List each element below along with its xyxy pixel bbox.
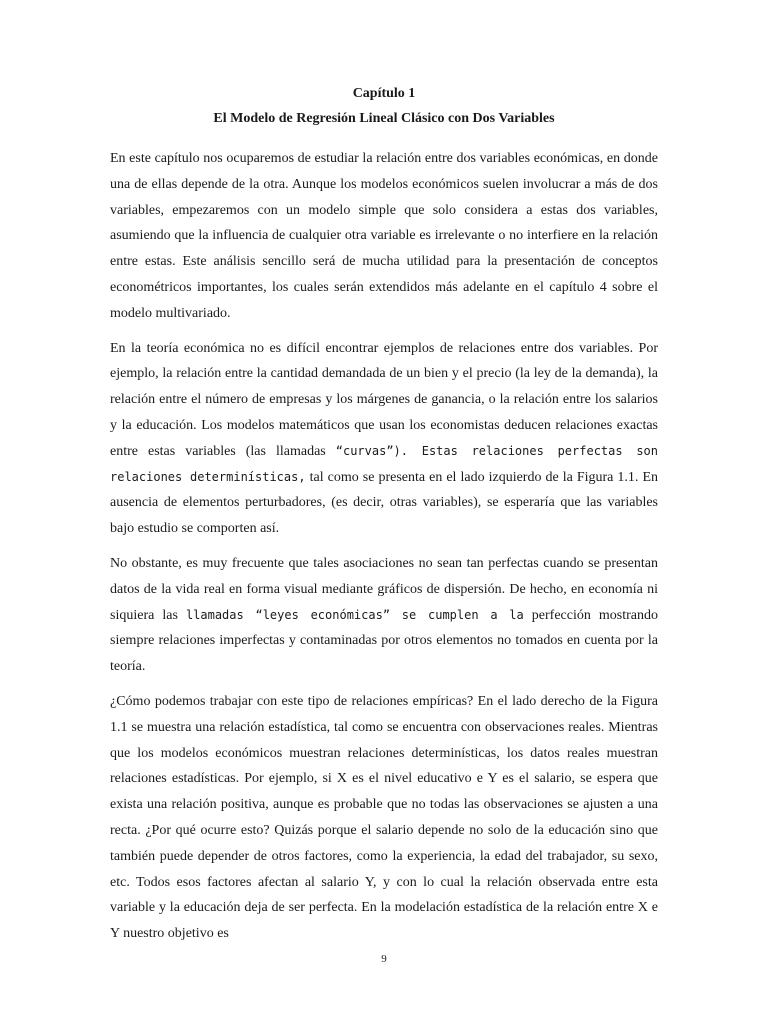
paragraph-3-typewriter-run: llamadas “leyes económicas” se cumplen a la xyxy=(185,607,524,622)
chapter-title: El Modelo de Regresión Lineal Clásico con Dos Variables xyxy=(213,111,555,126)
page-number: 9 xyxy=(381,953,387,965)
paragraph-2-part-c: tal como se presenta en el lado izquierdo de la Figura 1.1. En ausencia de elementos perturbadores, (es decir, otras variables), se esperaría que las variables bajo estudio se comporten así. xyxy=(110,469,658,537)
paragraph-3-part-c: perfección mostrando siempre relaciones imperfectas y contaminadas por otros elementos no tomados en cuenta por la teoría. xyxy=(110,607,658,675)
paragraph-2-part-a: En la teoría económica no es difícil encontrar ejemplos de relaciones entre dos variables. Por ejemplo, la relación entre la cantidad demandada de un bien y el precio (la ley de la demanda), la relación entre el número de empresas y los márgenes de ganancia, o la relación entre los salarios y la educación. Los modelos matemáticos que usan los economistas deducen relaciones exactas entre estas variables (las llamadas xyxy=(110,340,658,459)
body-text xyxy=(110,146,658,956)
paragraph-3 xyxy=(110,551,658,680)
paragraph-1: En este capítulo nos ocuparemos de estudiar la relación entre dos variables económicas, en donde una de ellas depende de la otra. Aunque los modelos económicos suelen involucrar a más de dos variables, empezaremos con un modelo simple que solo considera a estas dos variables, asumiendo que la influencia de cualquier otra variable es irrelevante o no interfiere en la relación entre estas. Este análisis sencillo será de mucha utilidad para la presentación de conceptos econométricos importantes, los cuales serán extendidos más adelante en el capítulo 4 sobre el modelo multivariado. xyxy=(110,151,658,321)
paragraph-3-part-a: No obstante, es muy frecuente que tales asociaciones no sean tan perfectas cuando se presentan datos de la vida real en forma visual mediante gráficos de dispersión. De hecho, en economía ni siquiera las xyxy=(110,555,658,623)
paragraph-2 xyxy=(110,336,658,542)
paragraph-2-typewriter-run: “curvas”). Estas relaciones perfectas son relaciones determinísticas, xyxy=(110,443,658,484)
paragraph-4: ¿Cómo podemos trabajar con este tipo de relaciones empíricas? En el lado derecho de la Figura 1.1 se muestra una relación estadística, tal como se encuentra con observaciones reales. Mientras que los modelos económicos muestran relaciones determinísticas, los datos reales muestran relaciones estadísticas. Por ejemplo, si X es el nivel educativo e Y es el salario, se espera que exista una relación positiva, aunque es probable que no todas las observaciones se ajusten a una recta. ¿Por qué ocurre esto? Quizás porque el salario depende no solo de la educación sino que también puede depender de otros factores, como la experiencia, la edad del trabajador, su sexo, etc. Todos esos factores afectan al salario Y, y con lo cual la relación observada entre esta variable y la educación deja de ser perfecta. En la modelación estadística de la relación entre X e Y nuestro objetivo es xyxy=(110,693,658,942)
chapter-heading: Capítulo 1 xyxy=(352,86,416,101)
